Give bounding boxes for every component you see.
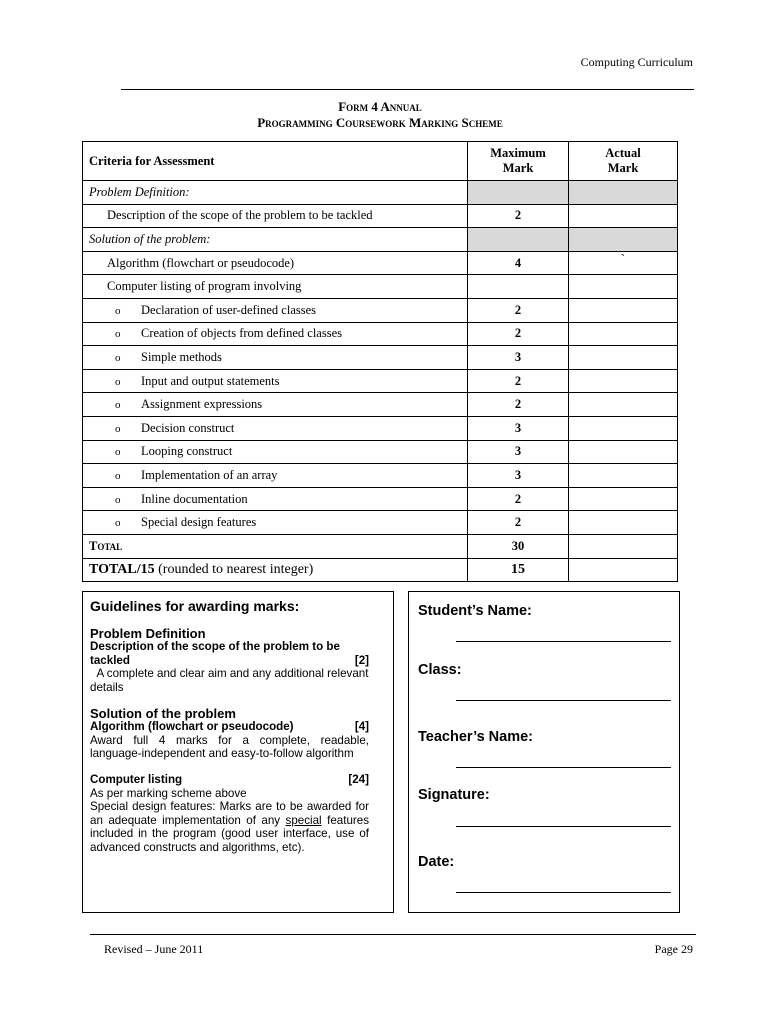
bullet-icon: o — [115, 304, 121, 317]
criteria-item — [83, 511, 468, 535]
actual-mark-cell[interactable] — [569, 464, 678, 488]
student-details-box — [408, 591, 680, 913]
criteria-listing: Computer listing of program involving — [83, 275, 468, 299]
total-row — [83, 534, 678, 558]
table-row — [83, 298, 678, 322]
bullet-icon: o — [115, 469, 121, 482]
teacher-name-field[interactable] — [456, 767, 671, 768]
table-row — [83, 251, 678, 275]
sol-text: Award full 4 marks for a complete, readable, language-independent and easy-to-follow algorithm — [90, 733, 369, 761]
pd-desc-line1: Description of the scope of the problem to be — [90, 640, 340, 654]
bullet-icon: o — [115, 328, 121, 341]
total15-actual[interactable] — [569, 558, 678, 582]
actual-mark-cell[interactable] — [569, 393, 678, 417]
criteria-item-label: Inline documentation — [141, 491, 248, 506]
actual-mark-cell[interactable] — [569, 346, 678, 370]
actual-mark-algorithm[interactable]: ` — [569, 251, 678, 275]
title-line-1: Form 4 Annual — [338, 99, 422, 114]
criteria-item-label: Simple methods — [141, 349, 222, 364]
total15-cell — [83, 558, 468, 582]
pd-desc-line2 — [90, 654, 369, 668]
shaded-cell — [569, 228, 678, 252]
table-row — [83, 275, 678, 299]
shaded-cell — [468, 181, 569, 205]
total15-label: TOTAL/15 — [89, 561, 155, 577]
date-label: Date: — [418, 854, 455, 870]
criteria-item — [83, 298, 468, 322]
table-row — [83, 322, 678, 346]
max-mark-item: 3 — [468, 464, 569, 488]
shaded-cell — [569, 181, 678, 205]
sol-heading: Solution of the problem — [90, 705, 236, 721]
pd-desc-tackled: tackled — [90, 653, 130, 667]
pd-text: A complete and clear aim and any additional relevant details — [90, 667, 372, 694]
max-mark-item: 3 — [468, 346, 569, 370]
signature-label: Signature: — [418, 787, 490, 803]
guidelines-title: Guidelines for awarding marks: — [90, 598, 300, 614]
title-line-2: Programming Coursework Marking Scheme — [257, 115, 503, 130]
actual-mark-cell[interactable] — [569, 369, 678, 393]
criteria-item-label: Input and output statements — [141, 373, 280, 388]
total-actual[interactable] — [569, 534, 678, 558]
listing-items — [83, 298, 678, 534]
actual-mark-cell[interactable] — [569, 487, 678, 511]
bullet-icon: o — [115, 399, 121, 412]
max-mark-item: 2 — [468, 298, 569, 322]
criteria-item — [83, 487, 468, 511]
bullet-icon: o — [115, 446, 121, 459]
bullet-icon: o — [115, 517, 121, 530]
date-field[interactable] — [456, 892, 671, 893]
cl-text2-b: features included in the program (good user interface, use of advanced constructs and algorithms, etc). — [90, 813, 369, 854]
max-mark-item: 3 — [468, 416, 569, 440]
bullet-icon: o — [115, 351, 121, 364]
guidelines-box — [82, 591, 394, 913]
max-mark-item: 2 — [468, 511, 569, 535]
footer-page-number: Page 29 — [654, 942, 693, 956]
actual-mark-cell[interactable] — [569, 440, 678, 464]
criteria-item — [83, 464, 468, 488]
criteria-item — [83, 393, 468, 417]
section-problem-definition: Problem Definition: — [83, 181, 468, 205]
cl-heading: Computer listing — [90, 772, 183, 786]
shaded-cell — [468, 228, 569, 252]
actual-mark-cell[interactable] — [569, 416, 678, 440]
section-row-problem-definition — [83, 181, 678, 205]
criteria-item — [83, 440, 468, 464]
bullet-icon: o — [115, 422, 121, 435]
actual-mark-cell[interactable] — [569, 298, 678, 322]
header-maximum-mark: Maximum Mark — [468, 142, 569, 181]
cl-marks: [24] — [348, 772, 369, 786]
table-row — [83, 416, 678, 440]
table-header-row — [83, 142, 678, 181]
total15-note: (rounded to nearest integer) — [154, 561, 314, 577]
table-row — [83, 346, 678, 370]
total-label: Total — [83, 534, 468, 558]
cl-text2-u: special — [285, 813, 322, 827]
total15-row — [83, 558, 678, 582]
table-row — [83, 487, 678, 511]
max-mark-item: 2 — [468, 369, 569, 393]
criteria-item-label: Creation of objects from defined classes — [141, 326, 342, 341]
document-title — [80, 99, 680, 131]
cl-text1: As per marking scheme above — [90, 786, 247, 800]
class-label: Class: — [418, 662, 462, 678]
cl-text2 — [90, 800, 369, 854]
sol-algo-line — [90, 720, 369, 734]
max-mark-scope: 2 — [468, 204, 569, 228]
table-row — [83, 511, 678, 535]
criteria-scope: Description of the scope of the problem to be tackled — [83, 204, 468, 228]
total15-max: 15 — [468, 558, 569, 582]
actual-mark-cell[interactable] — [569, 511, 678, 535]
header-actual-mark: Actual Mark — [569, 142, 678, 181]
table-row — [83, 393, 678, 417]
section-row-solution — [83, 228, 678, 252]
criteria-item — [83, 322, 468, 346]
criteria-item-label: Special design features — [141, 515, 257, 530]
class-field[interactable] — [456, 700, 671, 701]
criteria-item-label: Implementation of an array — [141, 467, 278, 482]
criteria-item-label: Assignment expressions — [141, 397, 263, 412]
actual-mark-cell[interactable] — [569, 322, 678, 346]
student-name-label: Student’s Name: — [418, 603, 532, 619]
marking-scheme-table — [82, 141, 678, 582]
header-subject: Computing Curriculum — [580, 55, 693, 69]
criteria-item-label: Declaration of user-defined classes — [141, 302, 317, 317]
pd-marks: [2] — [354, 653, 369, 667]
student-name-field[interactable] — [456, 641, 671, 642]
max-mark-item: 2 — [468, 393, 569, 417]
table-row — [83, 204, 678, 228]
criteria-item-label: Decision construct — [141, 420, 235, 435]
table-row — [83, 464, 678, 488]
actual-mark-cell[interactable] — [569, 275, 678, 299]
bullet-icon: o — [115, 493, 121, 506]
max-mark-item: 2 — [468, 487, 569, 511]
cl-heading-line — [90, 773, 369, 787]
criteria-item — [83, 346, 468, 370]
header-criteria: Criteria for Assessment — [83, 142, 468, 181]
bullet-icon: o — [115, 375, 121, 388]
teacher-name-label: Teacher’s Name: — [418, 729, 533, 745]
table-row — [83, 369, 678, 393]
footer-rule — [90, 934, 696, 935]
signature-field[interactable] — [456, 826, 671, 827]
criteria-item-label: Looping construct — [141, 444, 233, 459]
max-mark-item: 3 — [468, 440, 569, 464]
actual-mark-cell[interactable] — [569, 204, 678, 228]
max-mark-empty — [468, 275, 569, 299]
max-mark-algorithm: 4 — [468, 251, 569, 275]
max-mark-item: 2 — [468, 322, 569, 346]
sol-marks: [4] — [354, 720, 369, 734]
total-max: 30 — [468, 534, 569, 558]
sol-algo: Algorithm (flowchart or pseudocode) — [90, 720, 294, 734]
criteria-item — [83, 416, 468, 440]
pd-heading: Problem Definition — [90, 625, 206, 641]
criteria-item — [83, 369, 468, 393]
footer-revised: Revised – June 2011 — [104, 942, 204, 956]
criteria-algorithm: Algorithm (flowchart or pseudocode) — [83, 251, 468, 275]
header-rule — [121, 89, 694, 90]
cl-text2-a: Special design features: Marks are to be awarded for an adequate implementation of any — [90, 800, 369, 827]
table-row — [83, 440, 678, 464]
section-solution: Solution of the problem: — [83, 228, 468, 252]
